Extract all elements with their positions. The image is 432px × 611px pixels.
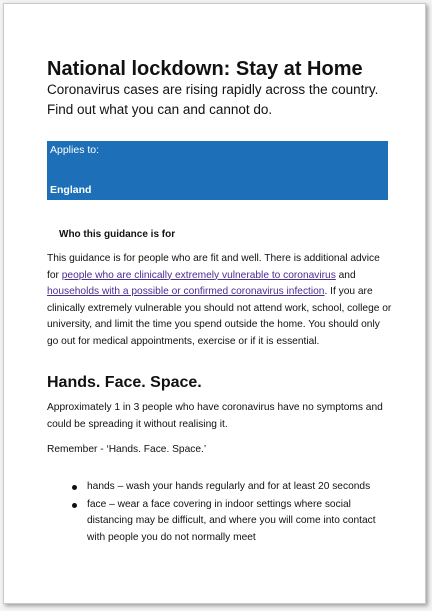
list-item-text: face – wear a face covering in indoor settings where social distancing may be difficult, and where you will come into contact with people you do not normally meet [87,498,376,543]
list-item [72,497,390,547]
bullet-icon [72,503,77,508]
households-guidance-link[interactable]: households with a possible or confirmed coronavirus infection [47,286,325,298]
list-item [72,479,390,496]
applies-to-label: Applies to: [50,144,100,156]
guidance-heading: Who this guidance is for [59,229,176,240]
symptoms-paragraph: Approximately 1 in 3 people who have coronavirus have no symptoms and could be spreading it without realising it. [47,402,383,430]
applies-to-value: England [50,184,92,196]
guidance-text-3: . If you are clinically extremely vulnerable you should not attend work, school, college or university, and limit the time you spend outside the home. You should only go out for medical appointments, exercise or if it is essential. [47,286,392,347]
bullet-list [72,479,390,547]
document-page [3,3,426,604]
applies-to-box [47,141,388,200]
bullet-icon [72,485,77,490]
list-item-text: hands – wash your hands regularly and for at least 20 seconds [87,481,371,492]
section-heading-hands-face-space: Hands. Face. Space. [47,374,202,391]
guidance-text-2: and [335,269,356,281]
page-title: National lockdown: Stay at Home [47,58,363,80]
page-subtitle: Coronavirus cases are rising rapidly across the country. Find out what you can and cannot do. [47,82,379,117]
guidance-paragraph [47,251,392,351]
remember-paragraph: Remember - ‘Hands. Face. Space.’ [47,444,207,455]
vulnerable-guidance-link[interactable]: people who are clinically extremely vulnerable to coronavirus [61,269,336,281]
guidance-text-1: This guidance is for people who are fit and well. There is additional advice for [47,253,380,281]
